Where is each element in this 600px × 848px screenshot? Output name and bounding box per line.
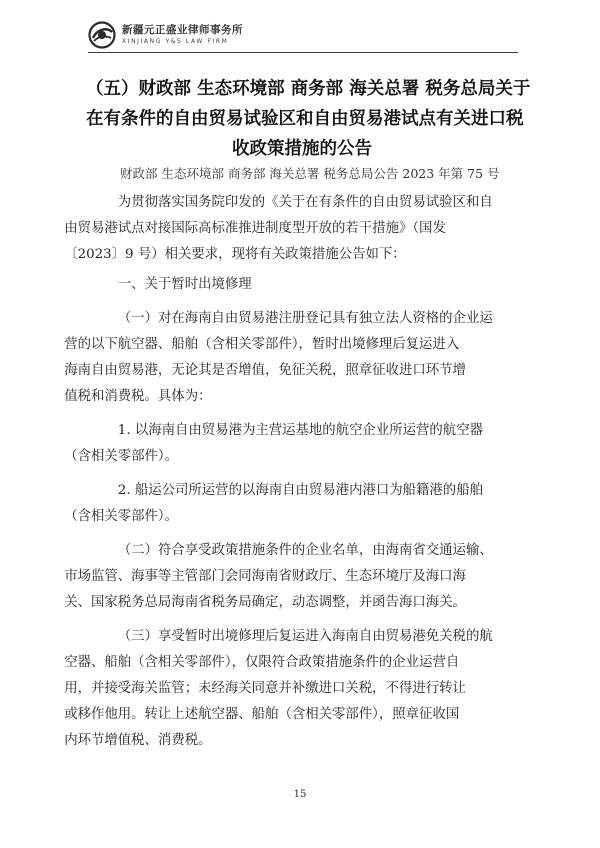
text-line: 由贸易港试点对接国际高标准推进制度型开放的若干措施》（国发 xyxy=(64,221,446,236)
text-line: 2. 船运公司所运营的以海南自由贸易港内港口为船籍港的船舶 xyxy=(117,483,483,498)
firm-name-en: XINJIANG Y&S LAW FIRM xyxy=(122,37,229,45)
text-line: 营的以下航空器、船舶（含相关零部件），暂时出境修理后复运进入 xyxy=(64,337,460,352)
header-divider xyxy=(88,52,518,53)
firm-name-cn: 新疆元正盛业律师事务所 xyxy=(122,24,243,37)
letterhead xyxy=(88,18,243,52)
text-line: 值税和消费税。具体为： xyxy=(64,389,212,404)
text-line: 内环节增值税、消费税。 xyxy=(64,733,212,748)
announcement-number: 财政部 生态环境部 商务部 海关总署 税务总局公告 2023 年第 75 号 xyxy=(120,166,500,181)
page-number: 15 xyxy=(293,789,307,800)
text-line: 1. 以海南自由贸易港为主营运基地的航空企业所运营的航空器 xyxy=(117,423,483,438)
logo-text xyxy=(122,25,243,45)
text-line: （含相关零部件）。 xyxy=(64,449,179,464)
section-heading xyxy=(91,272,519,298)
text-line: （含相关零部件）。 xyxy=(64,509,179,524)
text-line: 为贯彻落实国务院印发的《关于在有条件的自由贸易试验区和自 xyxy=(117,195,493,210)
title-line: 收政策措施的公告 xyxy=(232,139,372,159)
paragraph-item-2 xyxy=(64,538,519,616)
text-line: 空器、船舶（含相关零部件），仅限符合政策措施条件的企业运营自 xyxy=(64,655,460,670)
text-line: 用，并接受海关监管；未经海关同意并补缴进口关税，不得进行转让 xyxy=(64,681,466,696)
title-line: 在有条件的自由贸易试验区和自由贸易港试点有关进口税 xyxy=(86,109,524,129)
text-line: 市场监管、海事等主管部门会同海南省财政厅、生态环境厅及海口海 xyxy=(64,569,466,584)
text-line: （一）对在海南自由贸易港注册登记具有独立法人资格的企业运 xyxy=(117,311,493,326)
title-line: （五）财政部 生态环境部 商务部 海关总署 税务总局关于 xyxy=(86,79,531,99)
text-line: 一、关于暂时出境修理 xyxy=(117,277,252,292)
text-line: （二）符合享受政策措施条件的企业名单，由海南省交通运输、 xyxy=(117,543,493,558)
paragraph-item-3 xyxy=(64,624,519,754)
paragraph-intro xyxy=(64,190,519,268)
paragraph-sub-2 xyxy=(64,478,519,530)
text-line: 〔2023〕9 号）相关要求，现将有关政策措施公告如下： xyxy=(64,247,406,262)
paragraph-item-1 xyxy=(64,306,519,410)
text-line: 或移作他用。转让上述航空器、船舶（含相关零部件），照章征收国 xyxy=(64,707,460,722)
text-line: （三）享受暂时出境修理后复运进入海南自由贸易港免关税的航 xyxy=(117,629,493,644)
firm-logo-icon xyxy=(88,21,116,49)
text-line: 关、国家税务总局海南省税务局确定，动态调整，并函告海口海关。 xyxy=(64,595,466,610)
paragraph-sub-1 xyxy=(64,418,519,470)
text-line: 海南自由贸易港，无论其是否增值，免征关税，照章征收进口环节增 xyxy=(64,363,466,378)
document-title xyxy=(86,74,531,164)
document-body xyxy=(64,190,519,754)
